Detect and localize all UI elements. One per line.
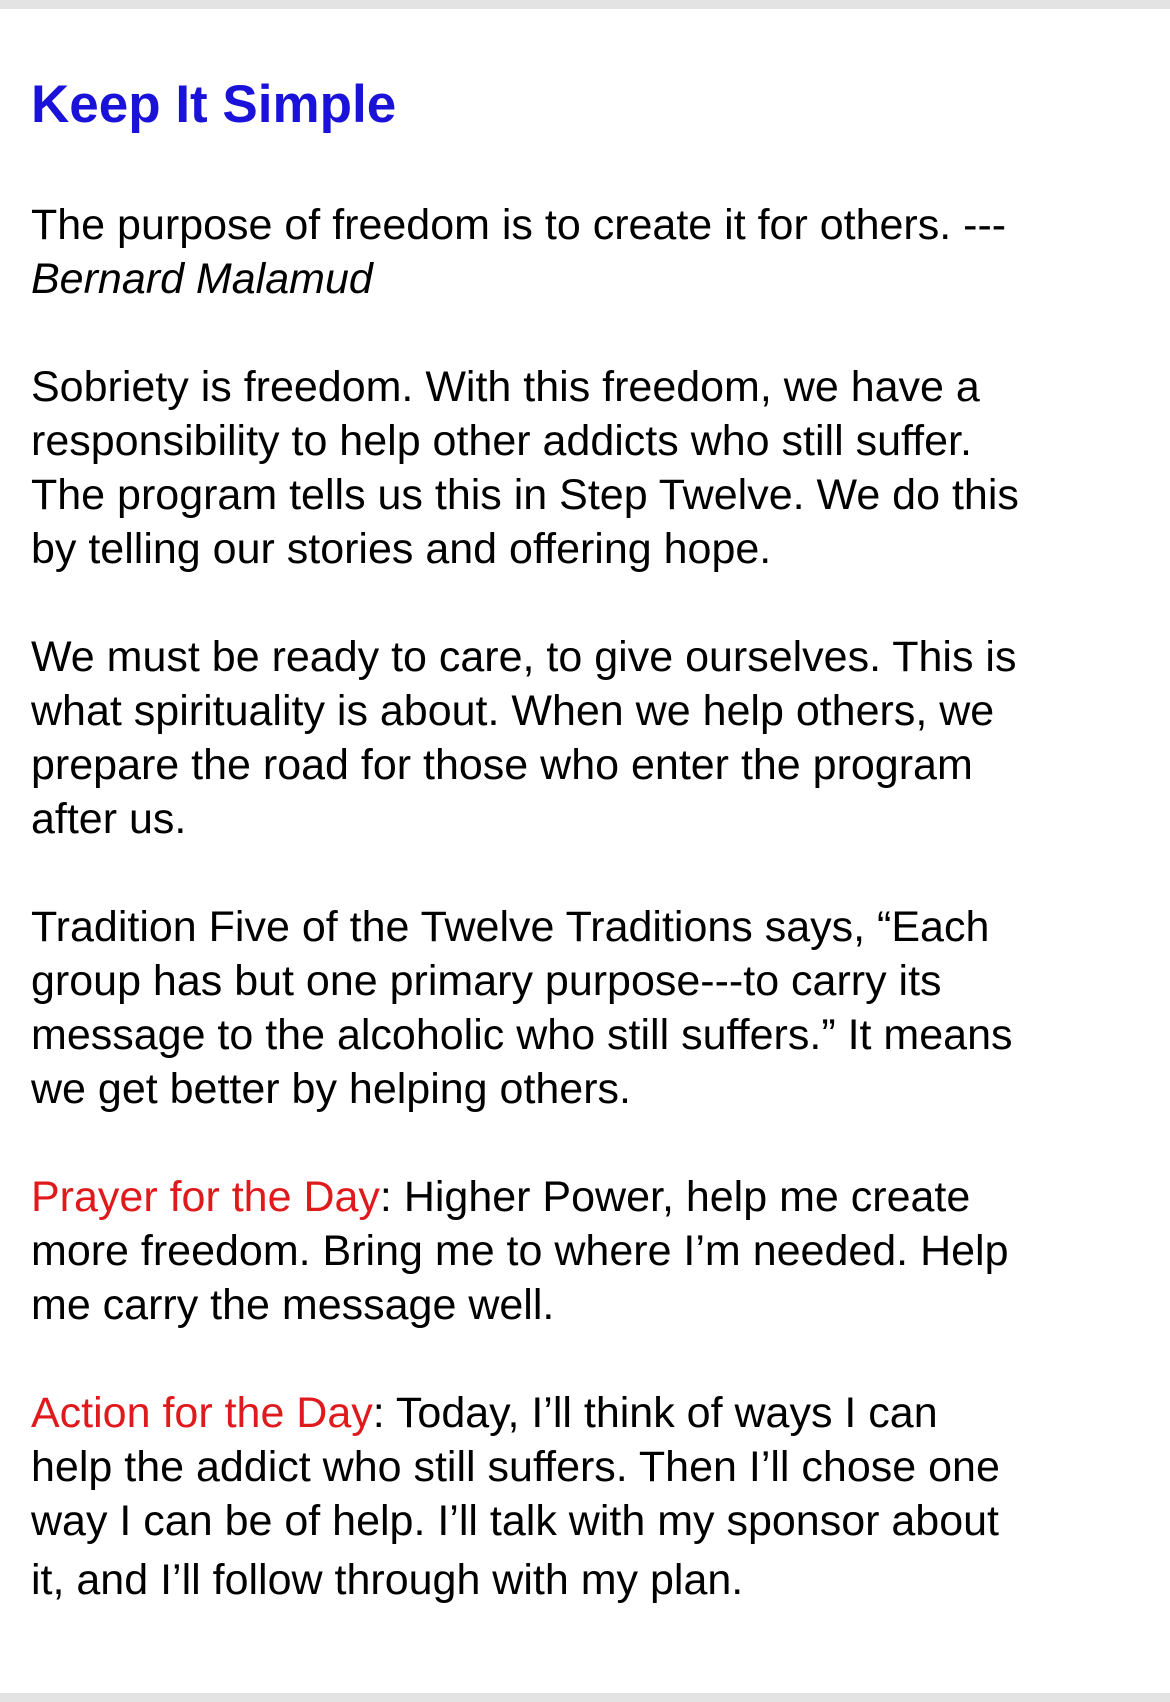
action-last-line: it, and I’ll follow through with my plan. bbox=[31, 1556, 744, 1604]
paragraph-1: Sobriety is freedom. With this freedom, we have a responsibility to help other addicts who still suffer. The program tells us this in Step Twelve. We do this by telling our stories and offering hope. bbox=[31, 363, 1019, 573]
prayer-text: : Higher Power, help me create more freedom. Bring me to where I’m needed. Help me carry the message well. bbox=[31, 1173, 1009, 1329]
prayer-block bbox=[31, 1170, 1146, 1332]
action-block bbox=[31, 1386, 1146, 1612]
page-title: Keep It Simple bbox=[31, 75, 397, 134]
quote-block bbox=[31, 198, 1146, 306]
reading-content bbox=[31, 74, 1146, 1612]
paragraph-2: We must be ready to care, to give ourselves. This is what spirituality is about. When we help others, we prepare the road for those who enter the program after us. bbox=[31, 633, 1017, 843]
top-divider-bar bbox=[0, 0, 1170, 9]
bottom-divider-bar bbox=[0, 1693, 1170, 1702]
paragraph-3: Tradition Five of the Twelve Traditions says, “Each group has but one primary purpose---to carry its message to the alcoholic who still suffers.” It means we get better by helping others. bbox=[31, 903, 1013, 1113]
quote-text: The purpose of freedom is to create it for others. --- bbox=[31, 201, 1007, 249]
quote-author: Bernard Malamud bbox=[31, 255, 373, 303]
prayer-label: Prayer for the Day bbox=[31, 1173, 380, 1221]
action-label: Action for the Day bbox=[31, 1389, 373, 1437]
action-text: : Today, I’ll think of ways I can help the addict who still suffers. Then I’ll chose one way I can be of help. I’ll talk with my sponsor about bbox=[31, 1389, 1000, 1545]
